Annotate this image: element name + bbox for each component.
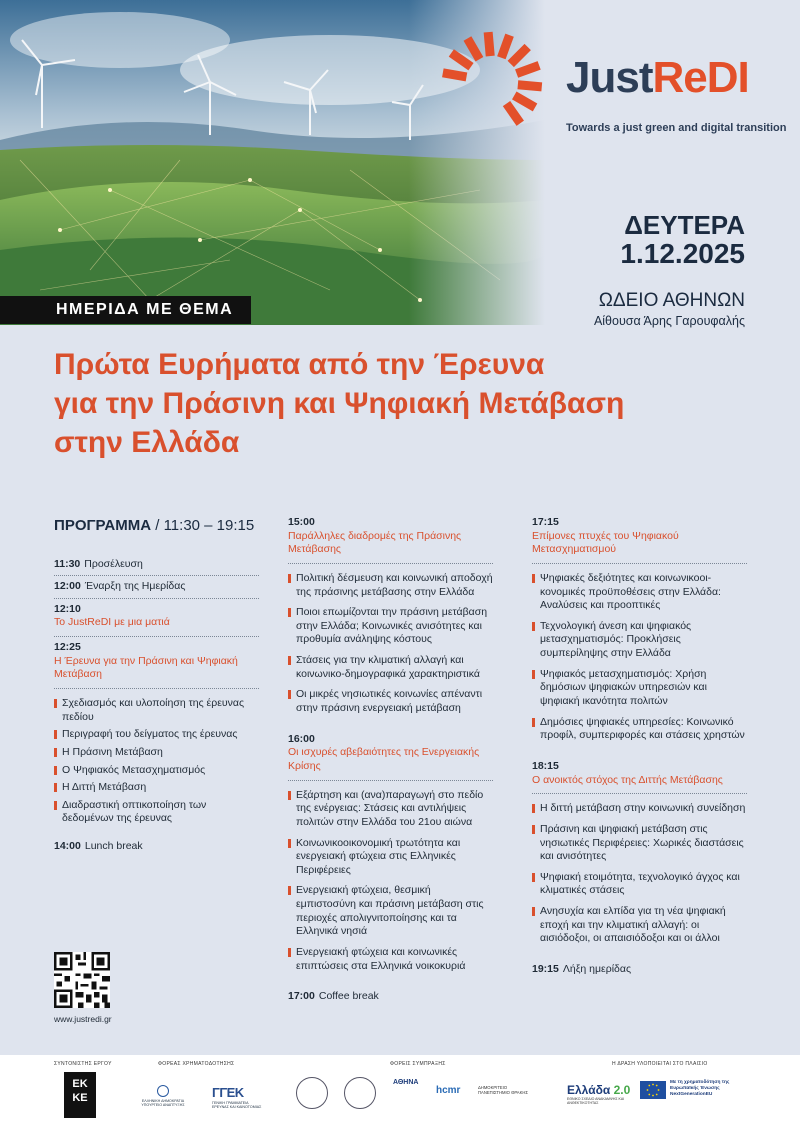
program-session: 17:15 Επίμονες πτυχές του Ψηφιακού Μετασχηματισμού xyxy=(532,516,747,564)
program-slot: 11:30 Προσέλευση xyxy=(54,554,259,577)
program-slot: 12:00 Έναρξη της Ημερίδας xyxy=(54,576,259,599)
university-logo: ΔΗΜΟΚΡΙΤΕΙΟ ΠΑΝΕΠΙΣΤΗΜΙΟ ΘΡΑΚΗΣ xyxy=(478,1085,529,1096)
event-date: 1.12.2025 xyxy=(620,238,745,269)
program-heading: ΠΡΟΓΡΑΜΜΑ / 11:30 – 19:15 xyxy=(54,517,255,534)
program-session: 12:25 Η Έρευνα για την Πράσινη και Ψηφιακή Μετάβαση xyxy=(54,637,259,689)
list-item: Στάσεις για την κλιματική αλλαγή και κοινωνικο-δημογραφικά χαρακτηριστικά xyxy=(288,654,493,681)
program-column-3 xyxy=(532,516,747,981)
list-item: Ψηφιακή ετοιμότητα, τεχνολογικό άγχος και κλιματικές στάσεις xyxy=(532,871,747,898)
qr-code-icon[interactable] xyxy=(54,952,110,1008)
list-item: Ενεργειακή φτώχεια και κοινωνικές επιπτώσεις στα Ελληνικά νοικοκυριά xyxy=(288,946,493,973)
framework-heading: Η ΔΡΑΣΗ ΥΛΟΠΟΙΕΙΤΑΙ ΣΤΟ ΠΛΑΙΣΙΟ xyxy=(612,1061,708,1067)
list-item: Σχεδιασμός και υλοποίηση της έρευνας πεδίου xyxy=(54,697,259,724)
brand-tagline: Towards a just green and digital transition xyxy=(566,122,787,134)
list-item: Η Πράσινη Μετάβαση xyxy=(54,746,259,760)
ggek-subtitle: ΓΕΝΙΚΗ ΓΡΑΜΜΑΤΕΙΑ ΕΡΕΥΝΑΣ ΚΑΙ ΚΑΙΝΟΤΟΜΙΑΣ xyxy=(212,1101,262,1109)
greece-2-0-logo: Ελλάδα 2.0 xyxy=(567,1083,631,1097)
event-hall: Αίθουσα Άρης Γαρουφαλής xyxy=(593,314,745,328)
greek-government-logo: ΕΛΛΗΝΙΚΗ ΔΗΜΟΚΡΑΤΙΑ ΥΠΟΥΡΓΕΙΟ ΑΝΑΠΤΥΞΗΣ xyxy=(138,1085,188,1107)
footer-logos xyxy=(0,1055,800,1131)
coordinator-heading: ΣΥΝΤΟΝΙΣΤΗΣ ΕΡΓΟΥ xyxy=(54,1061,112,1067)
list-item: Διαδραστική οπτικοποίηση των δεδομένων της έρευνας xyxy=(54,799,259,826)
eu-funding-text: Με τη χρηματοδότηση της Ευρωπαϊκής Ένωσης NextGenerationEU xyxy=(670,1080,730,1098)
event-type-banner: ΗΜΕΡΙΔΑ ΜΕ ΘΕΜΑ xyxy=(0,296,251,324)
list-item: Η Διττή Μετάβαση xyxy=(54,781,259,795)
list-item: Τεχνολογική άνεση και ψηφιακός μετασχηματισμός: Προκλήσεις συμπερίληψης στην Ελλάδα xyxy=(532,620,747,661)
list-item: Περιγραφή του δείγματος της έρευνας xyxy=(54,728,259,742)
brand-name: JustReDI xyxy=(566,53,749,102)
list-item: Ο Ψηφιακός Μετασχηματισμός xyxy=(54,764,259,778)
program-column-2 xyxy=(288,516,493,1008)
program-slot: 14:00 Lunch break xyxy=(54,840,143,853)
hcmr-logo: hcmr xyxy=(436,1085,461,1096)
ekke-logo: ΕΚ ΚΕ xyxy=(64,1072,96,1118)
page-title: Πρώτα Ευρήματα από την Έρευνα για την Πράσινη και Ψηφιακή Μετάβαση στην Ελλάδα xyxy=(54,348,625,459)
list-item: Κοινωνικοοικονομική τρωτότητα και ενεργειακή φτώχεια στις Ελληνικές Περιφέρειες xyxy=(288,837,493,878)
list-item: Ψηφιακές δεξιότητες και κοινωνικοοι-κονομικές προϋποθέσεις στην Ελλάδα: Αναλύσεις και προοπτικές xyxy=(532,572,747,613)
session-items xyxy=(532,564,747,756)
greek-emblem-icon xyxy=(157,1085,169,1097)
list-item: Δημόσιες ψηφιακές υπηρεσίες: Κοινωνικό προφίλ, συμπεριφορές και στάσεις χρηστών xyxy=(532,716,747,743)
panteion-seal-icon xyxy=(344,1077,376,1109)
list-item: Πολιτική δέσμευση και κοινωνική αποδοχή της πράσινης μετάβασης στην Ελλάδα xyxy=(288,572,493,599)
eu-flag-icon xyxy=(640,1081,666,1099)
session-items xyxy=(54,689,259,836)
list-item: Οι μικρές νησιωτικές κοινωνίες απέναντι στην πράσινη ενεργειακή μετάβαση xyxy=(288,688,493,715)
session-items xyxy=(288,781,493,987)
list-item: Ανησυχία και ελπίδα για τη νέα ψηφιακή εποχή και την κλιματική αλλαγή: οι αισιόδοξοι, οι απαισιόδοξοι και οι άλλοι xyxy=(532,905,747,946)
program-session: 15:00 Παράλληλες διαδρομές της Πράσινης Μετάβασης xyxy=(288,516,493,564)
session-items xyxy=(288,564,493,729)
greece-2-0-subtitle: ΕΘΝΙΚΟ ΣΧΕΔΙΟ ΑΝΑΚΑΜΨΗΣ ΚΑΙ ΑΝΘΕΚΤΙΚΟΤΗΤΑΣ xyxy=(567,1097,625,1105)
funder-heading: ΦΟΡΕΑΣ ΧΡΗΜΑΤΟΔΟΤΗΣΗΣ xyxy=(158,1061,235,1067)
athena-logo: ΑΘΗΝΑ xyxy=(393,1079,419,1086)
program-slot: 19:15 Λήξη ημερίδας xyxy=(532,963,632,976)
university-seal-icon xyxy=(296,1077,328,1109)
list-item: Ψηφιακός μετασχηματισμός: Χρήση δημόσιων ψηφιακών υπηρεσιών και ψηφιακή ικανότητα πολιτών xyxy=(532,668,747,709)
program-session: 12:10 Το JustReDI με μια ματιά xyxy=(54,599,259,637)
partners-heading: ΦΟΡΕΙΣ ΣΥΜΠΡΑΞΗΣ xyxy=(390,1061,446,1067)
program-column-1 xyxy=(54,516,259,858)
event-day: ΔΕΥΤΕΡΑ xyxy=(624,210,745,240)
list-item: Ποιοι επωμίζονται την πράσινη μετάβαση στην Ελλάδα; Κοινωνικές ανισότητες και προθυμία ανάληψης κόστους xyxy=(288,606,493,647)
list-item: Πράσινη και ψηφιακή μετάβαση στις νησιωτικές Περιφέρειες: Χωρικές διαστάσεις και ανισότητες xyxy=(532,823,747,864)
website-link[interactable]: www.justredi.gr xyxy=(54,1014,112,1024)
session-items xyxy=(532,794,747,959)
list-item: Η διττή μετάβαση στην κοινωνική συνείδηση xyxy=(532,802,747,816)
program-session: 18:15 Ο ανοικτός στόχος της Διττής Μετάβασης xyxy=(532,756,747,794)
list-item: Εξάρτηση και (ανα)παραγωγή στο πεδίο της ενέργειας: Στάσεις και αντιλήψεις πολιτών στην Ελλάδα του 21ου αιώνα xyxy=(288,789,493,830)
program-session: 16:00 Οι ισχυρές αβεβαιότητες της Ενεργειακής Κρίσης xyxy=(288,729,493,781)
program-slot: 17:00 Coffee break xyxy=(288,990,379,1003)
event-venue: ΩΔΕΙΟ ΑΘΗΝΩΝ xyxy=(598,290,745,311)
ggek-logo: ΓΓΕΚ xyxy=(212,1085,244,1100)
list-item: Ενεργειακή φτώχεια, θεσμική εμπιστοσύνη και πράσινη μετάβαση στις περιοχές απολιγνιτοποίησης και τα Ελληνικά νησιά xyxy=(288,884,493,939)
